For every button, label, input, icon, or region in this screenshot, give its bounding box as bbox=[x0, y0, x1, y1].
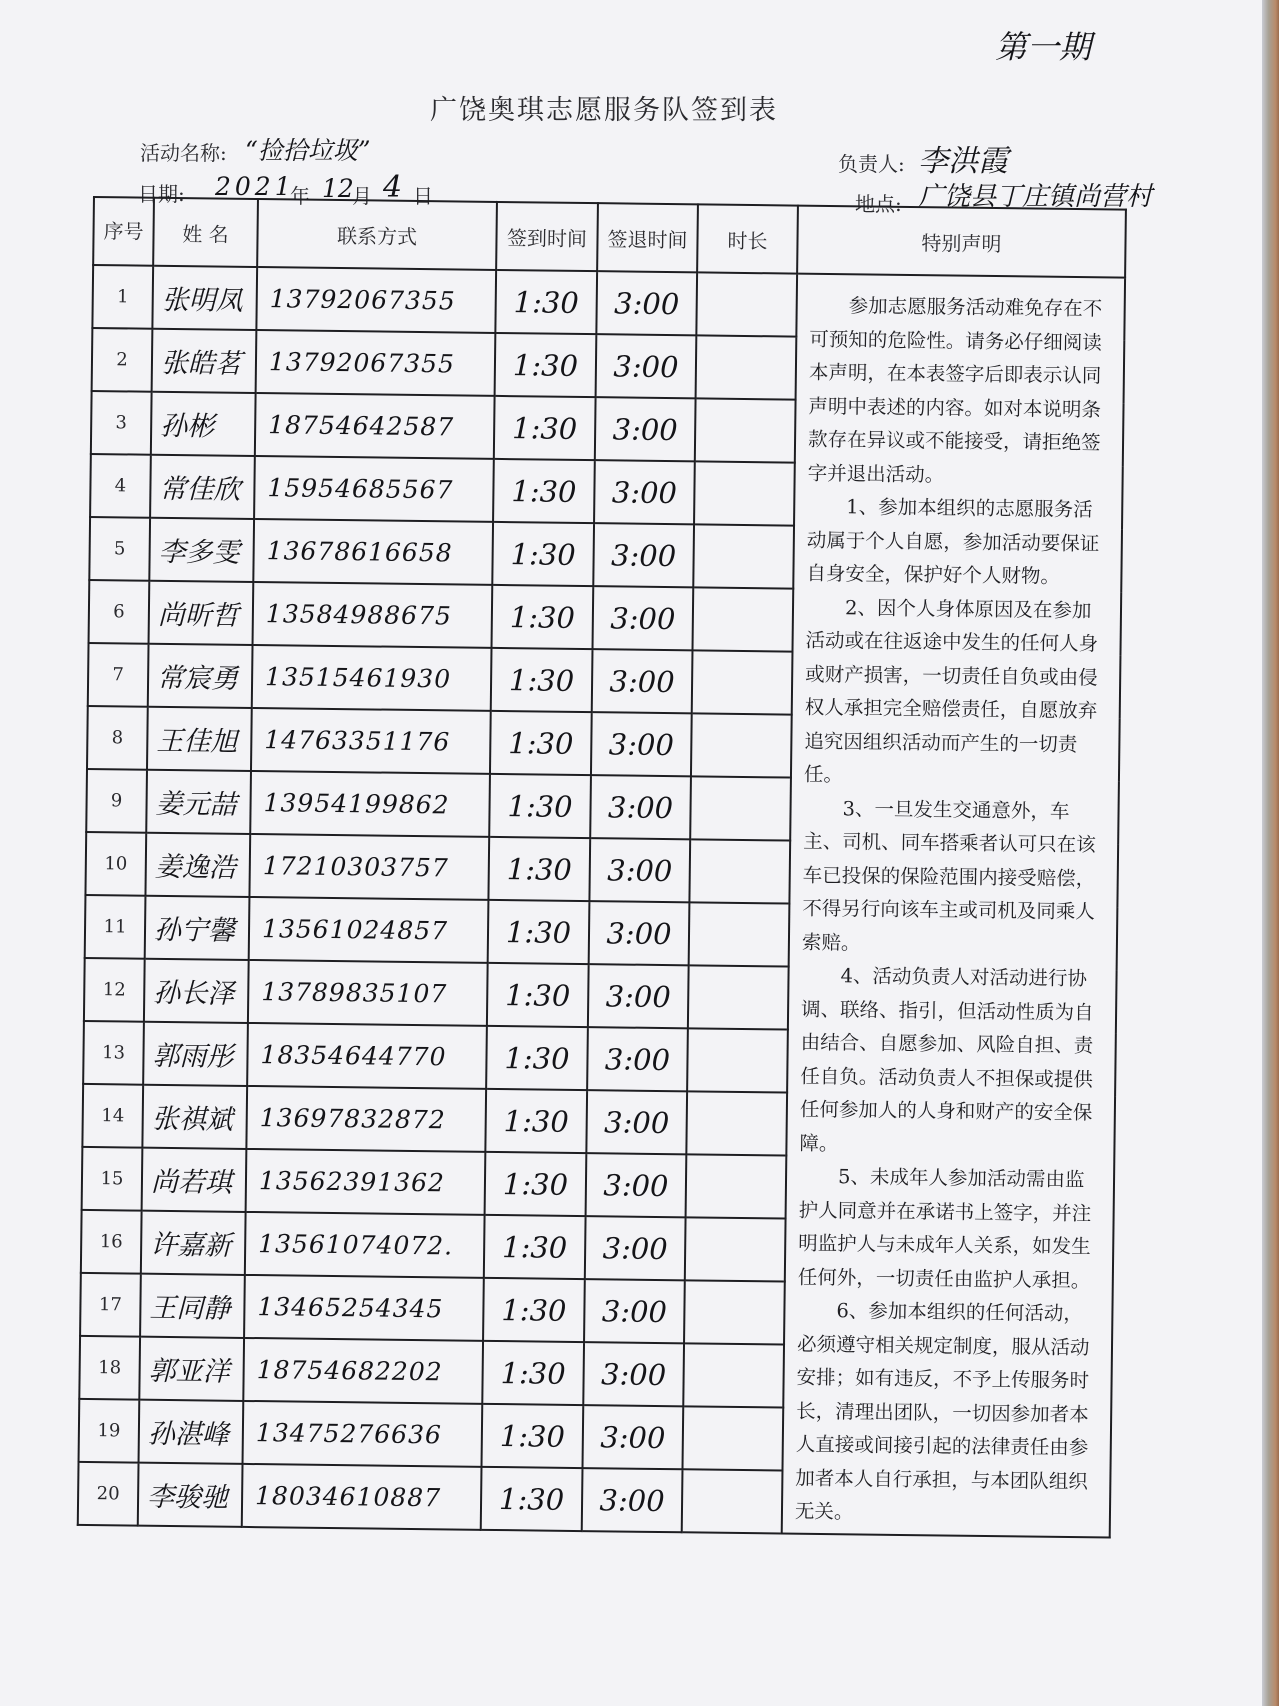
statement-paragraph: 4、活动负责人对活动进行协调、联络、指引，但活动性质为自由结合、自愿参加、风险自担、责任自负。活动负责人不担保或提供任何参加人的人身和财产的安全保障。 bbox=[799, 964, 1094, 1155]
row-checkin-time: 1:30 bbox=[490, 711, 592, 775]
row-number: 19 bbox=[79, 1399, 140, 1463]
row-checkin-time: 1:30 bbox=[488, 837, 590, 901]
row-checkin-time: 1:30 bbox=[493, 459, 595, 523]
row-name: 许嘉新 bbox=[141, 1211, 246, 1275]
row-number: 18 bbox=[79, 1336, 140, 1400]
row-number: 15 bbox=[82, 1147, 143, 1211]
row-number: 4 bbox=[90, 454, 151, 518]
row-phone: 13584988675 bbox=[253, 582, 493, 648]
row-number: 14 bbox=[82, 1084, 143, 1148]
row-phone: 13792067355 bbox=[256, 330, 496, 396]
row-phone: 13678616658 bbox=[253, 519, 493, 585]
row-duration bbox=[685, 1217, 786, 1281]
header-duration: 时长 bbox=[697, 204, 798, 273]
row-checkin-time: 1:30 bbox=[484, 1215, 586, 1279]
row-phone: 18034610887 bbox=[242, 1464, 482, 1530]
row-phone: 13475276636 bbox=[243, 1401, 483, 1467]
row-duration bbox=[691, 713, 792, 777]
row-checkin-time: 1:30 bbox=[495, 333, 597, 397]
activity-label: 活动名称: bbox=[140, 141, 227, 165]
row-number: 8 bbox=[87, 706, 148, 770]
row-checkin-time: 1:30 bbox=[489, 774, 591, 838]
row-checkin-time: 1:30 bbox=[487, 963, 589, 1027]
row-checkin-time: 1:30 bbox=[481, 1467, 583, 1531]
row-name: 郭雨彤 bbox=[143, 1022, 248, 1086]
row-name: 郭亚洋 bbox=[139, 1337, 244, 1401]
row-phone: 13954199862 bbox=[250, 771, 490, 837]
header-checkout: 签退时间 bbox=[597, 203, 698, 272]
row-name: 孙彬 bbox=[151, 392, 256, 456]
row-checkin-time: 1:30 bbox=[483, 1278, 585, 1342]
row-checkout-time: 3:00 bbox=[593, 586, 694, 650]
period-mark: 第一期 bbox=[995, 28, 1092, 66]
row-name: 常宸勇 bbox=[148, 644, 253, 708]
header-checkin: 签到时间 bbox=[496, 202, 598, 271]
row-checkout-time: 3:00 bbox=[585, 1216, 686, 1280]
row-checkin-time: 1:30 bbox=[495, 270, 597, 334]
row-number: 16 bbox=[81, 1210, 142, 1274]
row-checkin-time: 1:30 bbox=[485, 1089, 587, 1153]
row-duration bbox=[690, 776, 791, 840]
row-checkin-time: 1:30 bbox=[485, 1152, 587, 1216]
header-notes: 特别声明 bbox=[797, 206, 1126, 278]
row-name: 王同静 bbox=[140, 1274, 245, 1338]
row-duration bbox=[689, 902, 790, 966]
row-checkout-time: 3:00 bbox=[583, 1342, 684, 1406]
row-checkout-time: 3:00 bbox=[593, 523, 694, 587]
row-number: 9 bbox=[86, 769, 147, 833]
row-phone: 13465254345 bbox=[244, 1275, 484, 1341]
row-checkout-time: 3:00 bbox=[586, 1153, 687, 1217]
row-duration bbox=[689, 839, 790, 903]
row-checkin-time: 1:30 bbox=[488, 900, 590, 964]
row-name: 常佳欣 bbox=[150, 455, 255, 519]
row-phone: 13697832872 bbox=[246, 1086, 486, 1152]
statement-paragraph: 参加志愿服务活动难免存在不可预知的危险性。请务必仔细阅读本声明，在本表签字后即表示认同声明中表述的内容。如对本说明条款存在异议或不能接受，请拒绝签字并退出活动。 bbox=[807, 294, 1103, 486]
form-title: 广饶奥琪志愿服务队签到表 bbox=[430, 95, 778, 126]
row-checkin-time: 1:30 bbox=[492, 522, 594, 586]
row-phone: 13792067355 bbox=[256, 267, 496, 333]
statement-paragraph: 3、一旦发生交通意外，车主、司机、同车搭乘者认可只在该车已投保的保险范围内接受赔偿，不得另行向该车主或司机及同乘人索赔。 bbox=[801, 796, 1096, 954]
date-year: 2021 bbox=[215, 172, 295, 201]
row-checkin-time: 1:30 bbox=[491, 648, 593, 712]
row-duration bbox=[692, 587, 793, 651]
header-contact: 联系方式 bbox=[257, 199, 497, 270]
row-name: 姜逸浩 bbox=[145, 833, 250, 897]
activity-value: “捡拾垃圾” bbox=[245, 136, 371, 165]
row-duration bbox=[696, 272, 797, 336]
row-checkout-time: 3:00 bbox=[592, 649, 693, 713]
date-day: 4 bbox=[383, 170, 403, 205]
row-duration bbox=[693, 524, 794, 588]
row-checkin-time: 1:30 bbox=[494, 396, 596, 460]
row-phone: 13562391362 bbox=[246, 1149, 486, 1215]
row-number: 5 bbox=[89, 517, 150, 581]
row-name: 孙长泽 bbox=[144, 959, 249, 1023]
date-day-unit: 日 bbox=[413, 184, 433, 208]
row-checkin-time: 1:30 bbox=[486, 1026, 588, 1090]
row-number: 20 bbox=[78, 1462, 139, 1526]
background-edge bbox=[1262, 0, 1279, 1706]
location-label: 地点: bbox=[855, 192, 902, 216]
row-checkout-time: 3:00 bbox=[595, 397, 696, 461]
row-phone: 15954685567 bbox=[254, 456, 494, 522]
statement-paragraph: 6、参加本组织的任何活动，必须遵守相关规定制度，服从活动安排；如有违反，不予上传服务时长，清理出团队，一切因参加者本人直接或间接引起的法律责任由参加者本人自行承担，与本团队组织无关。 bbox=[794, 1299, 1090, 1524]
row-number: 1 bbox=[92, 265, 153, 329]
row-checkout-time: 3:00 bbox=[589, 838, 690, 902]
row-phone: 13561074072. bbox=[245, 1212, 485, 1278]
row-checkout-time: 3:00 bbox=[596, 334, 697, 398]
row-name: 尚若琪 bbox=[142, 1148, 247, 1212]
row-phone: 13515461930 bbox=[252, 645, 492, 711]
row-checkin-time: 1:30 bbox=[482, 1404, 584, 1468]
responsible-value: 李洪霞 bbox=[918, 144, 1008, 179]
row-checkout-time: 3:00 bbox=[589, 901, 690, 965]
row-name: 张祺斌 bbox=[142, 1085, 247, 1149]
row-number: 12 bbox=[84, 958, 145, 1022]
row-duration bbox=[695, 398, 796, 462]
responsible-label: 负责人: bbox=[838, 152, 905, 176]
row-checkout-time: 3:00 bbox=[591, 712, 692, 776]
row-checkout-time: 3:00 bbox=[594, 460, 695, 524]
row-checkin-time: 1:30 bbox=[482, 1341, 584, 1405]
row-checkout-time: 3:00 bbox=[582, 1405, 683, 1469]
row-phone: 17210303757 bbox=[249, 834, 489, 900]
row-duration bbox=[683, 1343, 784, 1407]
date-year-unit: 年 bbox=[290, 184, 310, 208]
row-phone: 13561024857 bbox=[249, 897, 489, 963]
row-number: 2 bbox=[92, 328, 153, 392]
row-name: 李骏驰 bbox=[138, 1463, 243, 1527]
row-name: 孙湛峰 bbox=[139, 1400, 244, 1464]
row-number: 10 bbox=[85, 832, 146, 896]
row-checkin-time: 1:30 bbox=[492, 585, 594, 649]
statement-paragraph: 2、因个人身体原因及在参加活动或在往返途中发生的任何人身或财产损害，一切责任自负或由侵权人承担完全赔偿责任，自愿放弃追究因组织活动而产生的一切责任。 bbox=[803, 595, 1099, 787]
table-header bbox=[93, 197, 1126, 278]
row-name: 张皓茗 bbox=[152, 329, 257, 393]
row-number: 7 bbox=[88, 643, 149, 707]
row-checkout-time: 3:00 bbox=[588, 964, 689, 1028]
row-name: 孙宁馨 bbox=[145, 896, 250, 960]
row-number: 17 bbox=[80, 1273, 141, 1337]
date-month-unit: 月 bbox=[352, 184, 372, 208]
row-duration bbox=[684, 1280, 785, 1344]
row-checkout-time: 3:00 bbox=[596, 271, 697, 335]
sign-in-table bbox=[77, 196, 1127, 1539]
row-name: 尚昕哲 bbox=[149, 581, 254, 645]
row-phone: 14763351176 bbox=[251, 708, 491, 774]
row-checkout-time: 3:00 bbox=[582, 1468, 683, 1532]
row-duration bbox=[692, 650, 793, 714]
special-statement bbox=[782, 274, 1125, 1538]
header-name: 姓 名 bbox=[153, 198, 258, 267]
row-number: 13 bbox=[83, 1021, 144, 1085]
row-duration bbox=[682, 1469, 783, 1533]
row-checkout-time: 3:00 bbox=[587, 1027, 688, 1091]
row-number: 3 bbox=[91, 391, 152, 455]
row-phone: 18754642587 bbox=[255, 393, 495, 459]
row-duration bbox=[694, 461, 795, 525]
date-label: 日期: bbox=[138, 182, 185, 206]
row-checkout-time: 3:00 bbox=[586, 1090, 687, 1154]
row-checkout-time: 3:00 bbox=[590, 775, 691, 839]
row-phone: 13789835107 bbox=[248, 960, 488, 1026]
row-duration bbox=[686, 1154, 787, 1218]
row-duration bbox=[686, 1091, 787, 1155]
row-name: 王佳旭 bbox=[147, 707, 252, 771]
row-number: 11 bbox=[85, 895, 146, 959]
row-name: 李多雯 bbox=[149, 518, 254, 582]
row-number: 6 bbox=[89, 580, 150, 644]
row-phone: 18354644770 bbox=[247, 1023, 487, 1089]
row-name: 张明凤 bbox=[152, 266, 257, 330]
row-duration bbox=[682, 1406, 783, 1470]
statement-paragraph: 5、未成年人参加活动需由监护人同意并在承诺书上签字，并注明监护人与未成年人关系，如发生任何外，一切责任由监护人承担。 bbox=[797, 1165, 1092, 1292]
row-duration bbox=[687, 1028, 788, 1092]
row-duration bbox=[696, 335, 797, 399]
location-value: 广饶县丁庄镇尚营村 bbox=[918, 182, 1153, 212]
row-duration bbox=[688, 965, 789, 1029]
header-seq: 序号 bbox=[93, 197, 154, 266]
row-checkout-time: 3:00 bbox=[584, 1279, 685, 1343]
statement-paragraph: 1、参加本组织的志愿服务活动属于个人自愿，参加活动要保证自身安全，保护好个人财物。 bbox=[806, 495, 1100, 588]
date-month: 12 bbox=[322, 174, 354, 203]
row-phone: 18754682202 bbox=[243, 1338, 483, 1404]
row-name: 姜元喆 bbox=[146, 770, 251, 834]
